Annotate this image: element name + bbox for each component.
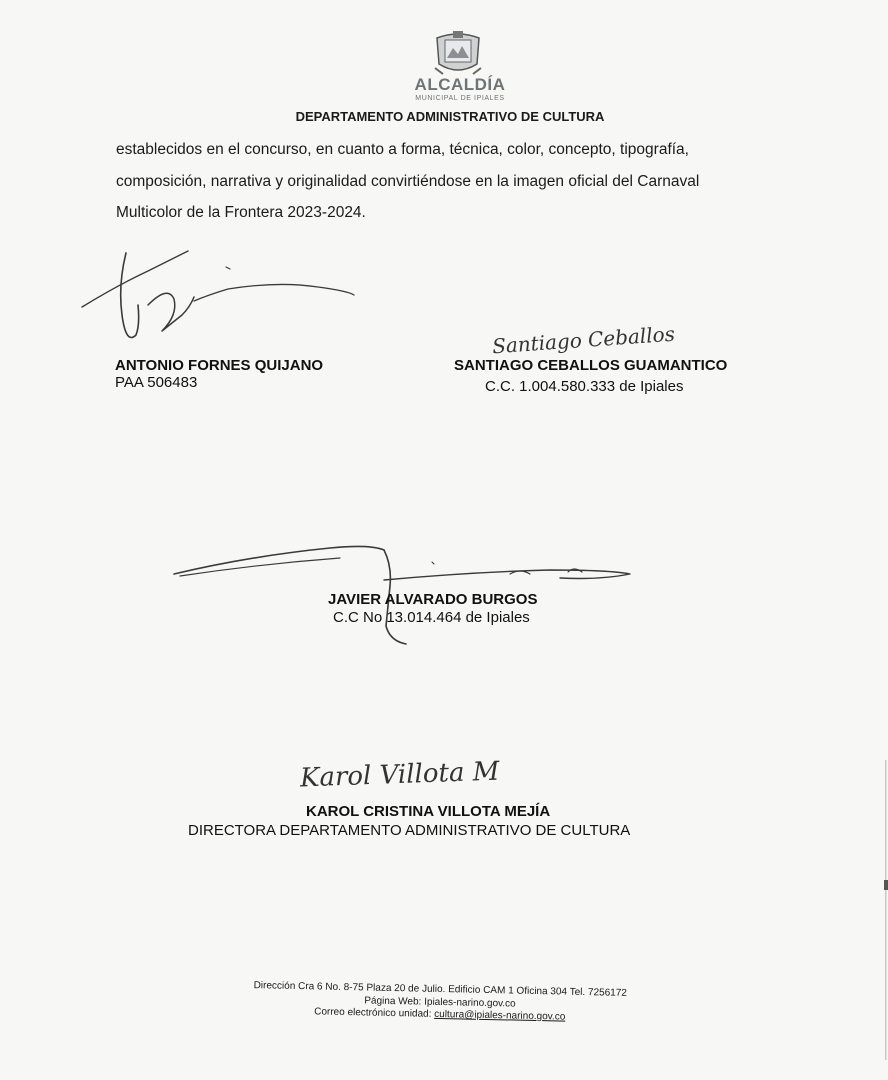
- logo-subtitle: MUNICIPAL DE IPIALES: [415, 95, 505, 102]
- signatory-id: C.C. 1.004.580.333 de Ipiales: [485, 378, 684, 395]
- signatory-title: DIRECTORA DEPARTAMENTO ADMINISTRATIVO DE CULTURA: [188, 822, 631, 839]
- signatory-name: KAROL CRISTINA VILLOTA MEJÍA: [306, 803, 551, 820]
- paragraph-line: composición, narrativa y originalidad convirtiéndose en la imagen oficial del Carnaval: [116, 172, 700, 190]
- coat-of-arms-icon: [431, 28, 485, 78]
- scan-edge-marks: [882, 760, 888, 1060]
- signatory-name: ANTONIO FORNES QUIJANO: [115, 357, 324, 374]
- signatory-name: JAVIER ALVARADO BURGOS: [328, 591, 538, 608]
- signatory-id: C.C No 13.014.464 de Ipiales: [333, 609, 530, 626]
- paragraph-line: establecidos en el concurso, en cuanto a forma, técnica, color, concepto, tipografía,: [116, 141, 689, 158]
- footer-email-link[interactable]: cultura@ipiales-narino.gov.co: [434, 1008, 566, 1023]
- handwritten-signature: Karol Villota M: [299, 756, 500, 794]
- footer: [200, 979, 681, 1027]
- handwritten-signature: Santiago Ceballos: [491, 321, 676, 359]
- logo-title: ALCALDÍA: [414, 75, 506, 94]
- footer-email-label: Correo electrónico unidad:: [314, 1006, 432, 1020]
- paragraph-line: Multicolor de la Frontera 2023-2024.: [116, 204, 366, 221]
- footer-web: Página Web: Ipiales-narino.gov.co: [364, 994, 516, 1010]
- signature-fornes: [78, 245, 368, 355]
- body-paragraph: [116, 134, 806, 229]
- signatory-id: PAA 506483: [115, 374, 198, 391]
- signatory-name: SANTIAGO CEBALLOS GUAMANTICO: [454, 357, 728, 374]
- footer-address: Dirección Cra 6 No. 8-75 Plaza 20 de Julio. Edificio CAM 1 Oficina 304 Tel. 7256172: [253, 980, 628, 999]
- department-heading: DEPARTAMENTO ADMINISTRATIVO DE CULTURA: [295, 109, 605, 124]
